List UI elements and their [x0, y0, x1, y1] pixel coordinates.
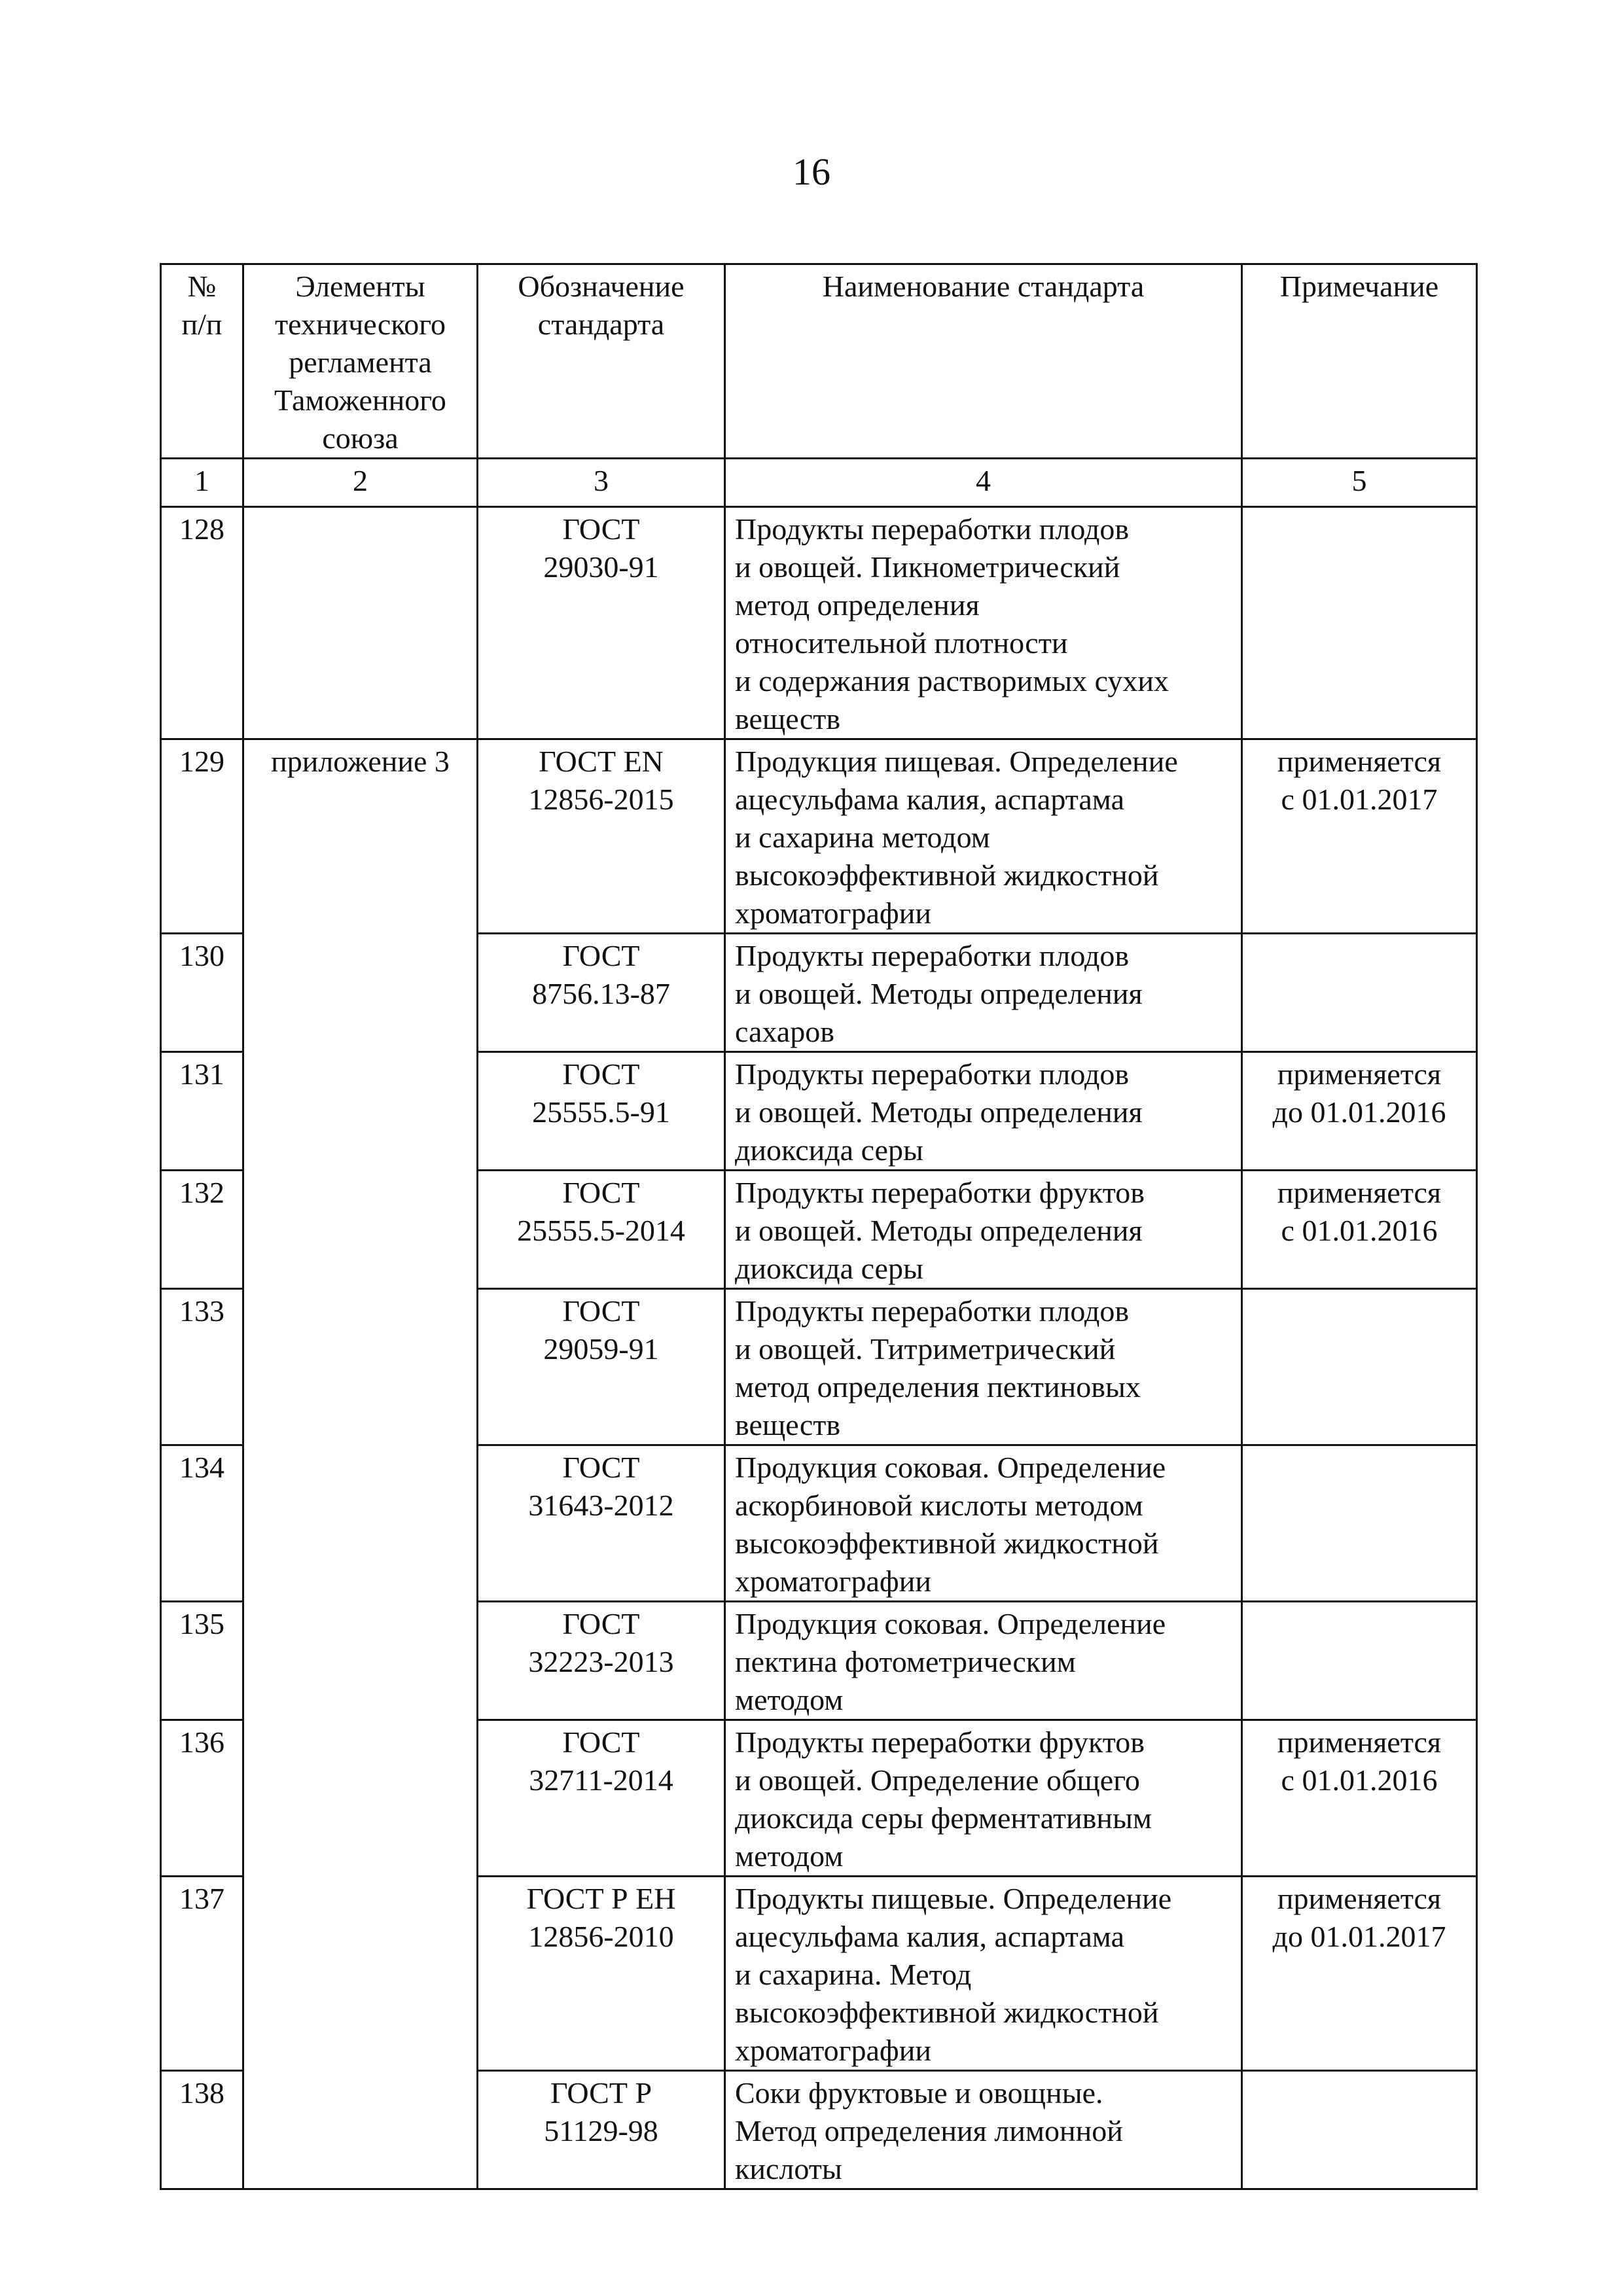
column-index: 2 — [243, 459, 478, 507]
row-number: 133 — [161, 1289, 243, 1445]
standard-name: Продукты переработки фруктов и овощей. Определение общего диоксида серы ферментативным методом — [725, 1720, 1242, 1877]
standard-name: Продукты переработки плодов и овощей. Титриметрический метод определения пектиновых веществ — [725, 1289, 1242, 1445]
row-number: 134 — [161, 1445, 243, 1602]
standard-name: Продукция пищевая. Определение ацесульфама калия, аспартама и сахарина методом высокоэффективной жидкостной хроматографии — [725, 739, 1242, 934]
table-row — [161, 739, 1477, 934]
column-index-row — [161, 459, 1477, 507]
standard-note: применяется до 01.01.2016 — [1242, 1052, 1477, 1171]
standard-note — [1242, 1289, 1477, 1445]
standard-note: применяется с 01.01.2016 — [1242, 1171, 1477, 1289]
column-index: 1 — [161, 459, 243, 507]
standard-code: ГОСТ EN 12856-2015 — [478, 739, 725, 934]
standard-code: ГОСТ 8756.13-87 — [478, 934, 725, 1052]
standard-note: применяется с 01.01.2017 — [1242, 739, 1477, 934]
standard-code: ГОСТ 32223-2013 — [478, 1602, 725, 1720]
page-number: 16 — [793, 150, 830, 193]
header-name: Наименование стандарта — [725, 264, 1242, 459]
row-number: 129 — [161, 739, 243, 934]
standard-name: Продукты переработки плодов и овощей. Методы определения сахаров — [725, 934, 1242, 1052]
row-number: 136 — [161, 1720, 243, 1877]
column-index: 4 — [725, 459, 1242, 507]
header-code: Обозначение стандарта — [478, 264, 725, 459]
standard-note — [1242, 934, 1477, 1052]
standard-name: Продукты переработки плодов и овощей. Пикнометрический метод определения относительной плотности и содержания растворимых сухих веществ — [725, 507, 1242, 739]
row-number: 132 — [161, 1171, 243, 1289]
standard-code: ГОСТ 32711-2014 — [478, 1720, 725, 1877]
column-index: 3 — [478, 459, 725, 507]
standard-name: Продукты переработки плодов и овощей. Методы определения диоксида серы — [725, 1052, 1242, 1171]
row-number: 131 — [161, 1052, 243, 1171]
standard-code: ГОСТ 25555.5-91 — [478, 1052, 725, 1171]
standard-note: применяется до 01.01.2017 — [1242, 1877, 1477, 2071]
header-elements: Элементы технического регламента Таможенного союза — [243, 264, 478, 459]
row-number: 130 — [161, 934, 243, 1052]
table-row — [161, 507, 1477, 739]
standard-code: ГОСТ 29059-91 — [478, 1289, 725, 1445]
standard-name: Продукция соковая. Определение пектина фотометрическим методом — [725, 1602, 1242, 1720]
header-note: Примечание — [1242, 264, 1477, 459]
standard-name: Продукты пищевые. Определение ацесульфама калия, аспартама и сахарина. Метод высокоэффективной жидкостной хроматографии — [725, 1877, 1242, 2071]
row-number: 137 — [161, 1877, 243, 2071]
standard-note: применяется с 01.01.2016 — [1242, 1720, 1477, 1877]
standard-code: ГОСТ 25555.5-2014 — [478, 1171, 725, 1289]
standard-name: Соки фруктовые и овощные. Метод определения лимонной кислоты — [725, 2071, 1242, 2189]
standard-name: Продукты переработки фруктов и овощей. Методы определения диоксида серы — [725, 1171, 1242, 1289]
standards-table — [160, 263, 1478, 2190]
standard-code: ГОСТ 29030-91 — [478, 507, 725, 739]
standard-note — [1242, 507, 1477, 739]
column-index: 5 — [1242, 459, 1477, 507]
standard-note — [1242, 1602, 1477, 1720]
standard-code: ГОСТ Р 51129-98 — [478, 2071, 725, 2189]
header-row — [161, 264, 1477, 459]
standard-note — [1242, 2071, 1477, 2189]
standard-code: ГОСТ 31643-2012 — [478, 1445, 725, 1602]
header-num: № п/п — [161, 264, 243, 459]
row-number: 138 — [161, 2071, 243, 2189]
row-number: 135 — [161, 1602, 243, 1720]
standard-name: Продукция соковая. Определение аскорбиновой кислоты методом высокоэффективной жидкостной хроматографии — [725, 1445, 1242, 1602]
standard-code: ГОСТ Р ЕН 12856-2010 — [478, 1877, 725, 2071]
merged-element-cell: приложение 3 — [243, 739, 478, 2189]
standard-note — [1242, 1445, 1477, 1602]
row-number: 128 — [161, 507, 243, 739]
row-element — [243, 507, 478, 739]
